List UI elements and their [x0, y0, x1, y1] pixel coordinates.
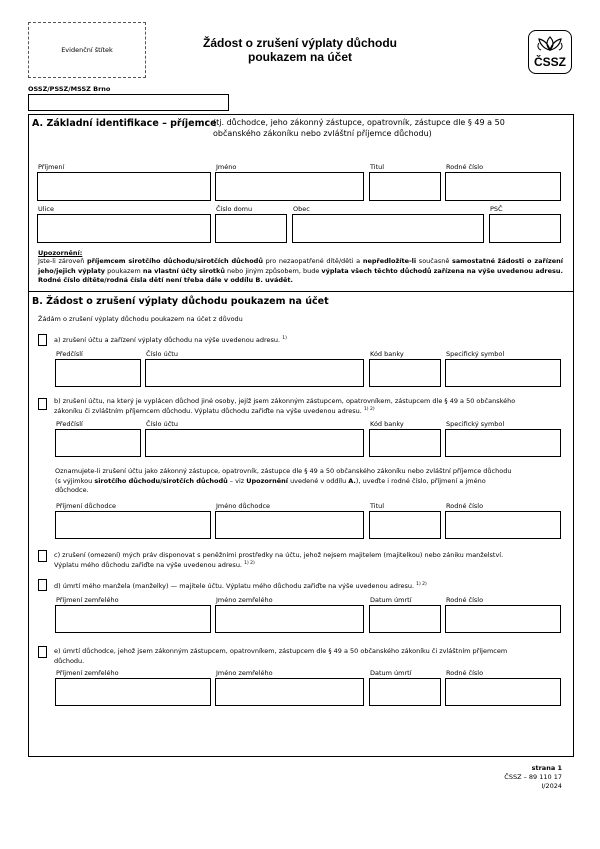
option-e-surname-label: Příjmení zemřelého	[56, 669, 119, 677]
page-footer	[504, 764, 562, 791]
option-a-bank-code-input[interactable]	[369, 359, 441, 387]
option-d-death-date-label: Datum úmrtí	[370, 596, 412, 604]
option-b-prefix-input[interactable]	[55, 429, 141, 457]
representative-notice: Oznamujete-li zrušení účtu jako zákonný zástupce, opatrovník, zástupce dle § 49 a 50 občanského zákoníku nebo zvláštní příjemce důchodu (s výjimkou sirotčího důchodu/sirotčích důchodů – viz Upozornění uvedené v oddílu A.), uveďte i rodné číslo, příjmení a jméno důchodce.	[55, 467, 512, 494]
option-a-prefix-label: Předčíslí	[56, 350, 83, 358]
pensioner-titul-label: Titul	[370, 502, 385, 510]
option-b-bank-code-input[interactable]	[369, 429, 441, 457]
section-b-title: B. Žádost o zrušení výplaty důchodu poukazem na účet	[32, 296, 329, 307]
titul-input[interactable]	[369, 172, 441, 201]
option-b-text: b) zrušení účtu, na který je vyplácen důchod jiné osoby, jejíž jsem zákonným zástupcem, opatrovníkem, zástupcem dle § 49 a 50 občanského zákoníku či zvláštním příjemcem důchodu. Výplatu důchodu zařiďte na výše uvedenou adresu. $^{1) 2)}$	[54, 397, 516, 415]
option-d-birth-number-label: Rodné číslo	[446, 596, 484, 604]
option-d-surname-input[interactable]	[55, 605, 211, 633]
surname-label: Příjmení	[38, 163, 65, 171]
option-b-symbol-label: Specifický symbol	[446, 420, 505, 428]
option-c-text: c) zrušení (omezení) mých práv disponovat s peněžními prostředky na účtu, jehož nejsem majitelem (majitelkou) nebo zániku manželství. Výplatu mého důchodu zařiďte na výše uvedenou adresu. $^{1) 2)}$	[54, 551, 504, 569]
pensioner-titul-input[interactable]	[369, 511, 441, 539]
pensioner-birth-number-label: Rodné číslo	[446, 502, 484, 510]
evidence-stamp-box	[28, 22, 146, 78]
option-d-name-label: Jméno zemřelého	[216, 596, 273, 604]
option-e-birth-number-input[interactable]	[445, 678, 561, 706]
page-number: strana 1	[531, 764, 562, 772]
titul-label: Titul	[370, 163, 385, 171]
lotus-icon	[530, 34, 570, 54]
pensioner-surname-input[interactable]	[55, 511, 211, 539]
option-b-symbol-input[interactable]	[445, 429, 561, 457]
page-title	[160, 36, 440, 64]
option-b-account-label: Číslo účtu	[146, 420, 178, 428]
option-b-bank-code-label: Kód banky	[370, 420, 404, 428]
option-e-name-input[interactable]	[215, 678, 364, 706]
option-a-text: a) zrušení účtu a zařízení výplaty důchodu na výše uvedenou adresu. $^{1)}$	[54, 335, 287, 344]
street-label: Ulice	[38, 205, 54, 213]
pensioner-name-input[interactable]	[215, 511, 364, 539]
option-d-birth-number-input[interactable]	[445, 605, 561, 633]
form-code: ČSSZ – 89 110 17	[504, 773, 562, 781]
page-title-line1: Žádost o zrušení výplaty důchodu	[202, 36, 398, 50]
option-d-death-date-input[interactable]	[369, 605, 441, 633]
option-a-account-label: Číslo účtu	[146, 350, 178, 358]
street-input[interactable]	[37, 214, 211, 243]
city-input[interactable]	[292, 214, 484, 243]
section-a-subtitle-line2: občanského zákoníku nebo zvláštní příjemce důchodu)	[213, 129, 432, 138]
house-number-input[interactable]	[215, 214, 287, 243]
option-a-account-input[interactable]	[145, 359, 364, 387]
option-d-checkbox[interactable]	[38, 579, 47, 591]
option-b-prefix-label: Předčíslí	[56, 420, 83, 428]
office-label: OSSZ/PSSZ/MSSZ Brno	[28, 85, 111, 93]
warning-title: Upozornění:	[38, 249, 83, 257]
cssz-logo	[528, 30, 572, 74]
name-label: Jméno	[216, 163, 237, 171]
option-d-surname-label: Příjmení zemřelého	[56, 596, 119, 604]
option-a-bank-code-label: Kód banky	[370, 350, 404, 358]
psc-input[interactable]	[489, 214, 561, 243]
surname-input[interactable]	[37, 172, 211, 201]
section-a-subtitle-line1: (tj. důchodce, jeho zákonný zástupce, opatrovník, zástupce dle § 49 a 50	[213, 118, 505, 127]
pensioner-birth-number-input[interactable]	[445, 511, 561, 539]
name-input[interactable]	[215, 172, 364, 201]
option-a-symbol-label: Specifický symbol	[446, 350, 505, 358]
pensioner-name-label: Jméno důchodce	[216, 502, 271, 510]
evidence-stamp-label: Evidenční štítek	[61, 46, 113, 54]
option-a-prefix-input[interactable]	[55, 359, 141, 387]
logo-text: ČSSZ	[533, 55, 566, 69]
option-a-symbol-input[interactable]	[445, 359, 561, 387]
pensioner-surname-label: Příjmení důchodce	[56, 502, 117, 510]
option-e-death-date-label: Datum úmrtí	[370, 669, 412, 677]
birth-number-input[interactable]	[445, 172, 561, 201]
house-number-label: Číslo domu	[216, 205, 253, 213]
psc-label: PSČ	[490, 205, 503, 213]
option-c-checkbox[interactable]	[38, 550, 47, 562]
option-a-checkbox[interactable]	[38, 334, 47, 346]
city-label: Obec	[293, 205, 310, 213]
office-input[interactable]	[28, 94, 229, 111]
option-e-death-date-input[interactable]	[369, 678, 441, 706]
page-title-line2: poukazem na účet	[247, 50, 353, 64]
option-e-text: e) úmrtí důchodce, jehož jsem zákonným zástupcem, opatrovníkem, zástupcem dle § 49 a 50 občanského zákoníku či zvláštním příjemcem důchodu.	[54, 647, 508, 665]
birth-number-label: Rodné číslo	[446, 163, 484, 171]
option-b-account-input[interactable]	[145, 429, 364, 457]
section-a-title: A. Základní identifikace – příjemce	[32, 118, 217, 129]
option-b-checkbox[interactable]	[38, 398, 47, 410]
option-e-name-label: Jméno zemřelého	[216, 669, 273, 677]
option-e-surname-input[interactable]	[55, 678, 211, 706]
option-d-name-input[interactable]	[215, 605, 364, 633]
section-b-intro: Žádám o zrušení výplaty důchodu poukazem na účet z důvodu	[38, 315, 243, 323]
warning-text: Jste-li zároveň příjemcem sirotčího důchodu/sirotčích důchodů pro nezaopatřené dítě/děti a nepředložíte-li současně samostatné žádosti o zařízení jeho/jejich výplaty poukazem na vlastní účty sirotků nebo jiným způsobem, bude výplata všech těchto důchodů zařízena na výše uvedenou adresu. Rodné číslo dítěte/rodná čísla dětí není třeba dále v oddílu B. uvádět.	[38, 257, 563, 284]
option-e-checkbox[interactable]	[38, 646, 47, 658]
option-d-text: d) úmrtí mého manžela (manželky) — majitele účtu. Výplatu mého důchodu zařiďte na výše uvedenou adresu. $^{1) 2)}$	[54, 581, 427, 590]
section-divider	[28, 291, 574, 292]
form-version: I/2024	[541, 782, 562, 790]
option-e-birth-number-label: Rodné číslo	[446, 669, 484, 677]
